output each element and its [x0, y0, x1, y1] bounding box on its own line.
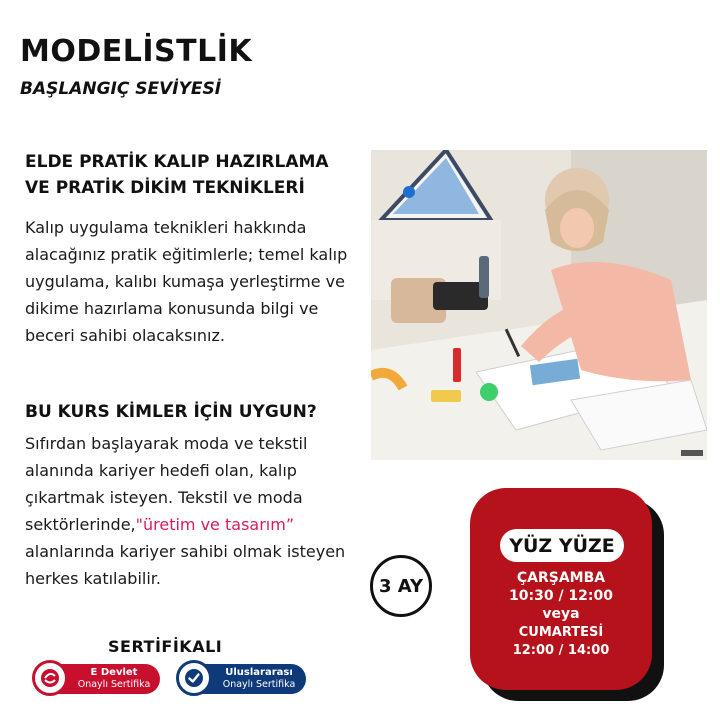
cert-line-2: Onaylı Sertifika — [222, 679, 296, 690]
cert-line-2: Onaylı Sertifika — [77, 679, 151, 690]
cert-line-1: E Devlet — [90, 667, 138, 678]
page-subtitle: BAŞLANGIÇ SEVİYESİ — [20, 79, 222, 99]
schedule-separator: veya — [542, 606, 580, 622]
duration-badge: 3 AY — [370, 555, 432, 617]
course-photo — [371, 150, 707, 460]
page-title: MODELİSTLİK — [20, 34, 253, 69]
cert-text — [216, 667, 302, 691]
e-devlet-certificate-badge — [34, 664, 160, 694]
schedule-day-2: CUMARTESİ — [518, 625, 604, 640]
certificate-title: SERTİFİKALI — [108, 637, 223, 656]
schedule-day-1: ÇARŞAMBA — [516, 570, 606, 586]
section-body-who-is-it-for — [25, 430, 355, 592]
schedule-time-1: 10:30 / 12:00 — [509, 588, 613, 604]
body-text-part: Sıfırdan başlayarak moda ve tekstil alanında kariyer hedefi olan, kalıp çıkartmak isteyen. Tekstil ve moda sektörlerinde, — [25, 434, 308, 534]
e-devlet-logo-icon — [32, 660, 68, 696]
international-certificate-badge — [178, 664, 306, 694]
section-body-pattern-making: Kalıp uygulama teknikleri hakkında alacağınız pratik eğitimlerle; temel kalıp uygulama, kalıbı kumaşa yerleştirme ve dikime hazırlama konusunda bilgi ve beceri sahibi olacaksınız. — [25, 218, 348, 345]
highlighted-text: "üretim ve tasarım” — [135, 515, 295, 534]
section-heading-pattern-making: ELDE PRATİK KALIP HAZIRLAMA VE PRATİK DİKİM TEKNİKLERİ — [25, 152, 329, 198]
section-heading-who-is-it-for: BU KURS KİMLER İÇİN UYGUN? — [25, 402, 317, 422]
checkmark-icon — [176, 660, 212, 696]
schedule-time-2: 12:00 / 14:00 — [512, 643, 610, 658]
format-pill: YÜZ YÜZE — [500, 529, 624, 562]
schedule-card — [470, 488, 652, 690]
cert-line-1: Uluslararası — [225, 667, 293, 678]
body-text-part: alanlarında kariyer sahibi olmak isteyen herkes katılabilir. — [25, 542, 346, 588]
cert-text — [72, 667, 156, 691]
